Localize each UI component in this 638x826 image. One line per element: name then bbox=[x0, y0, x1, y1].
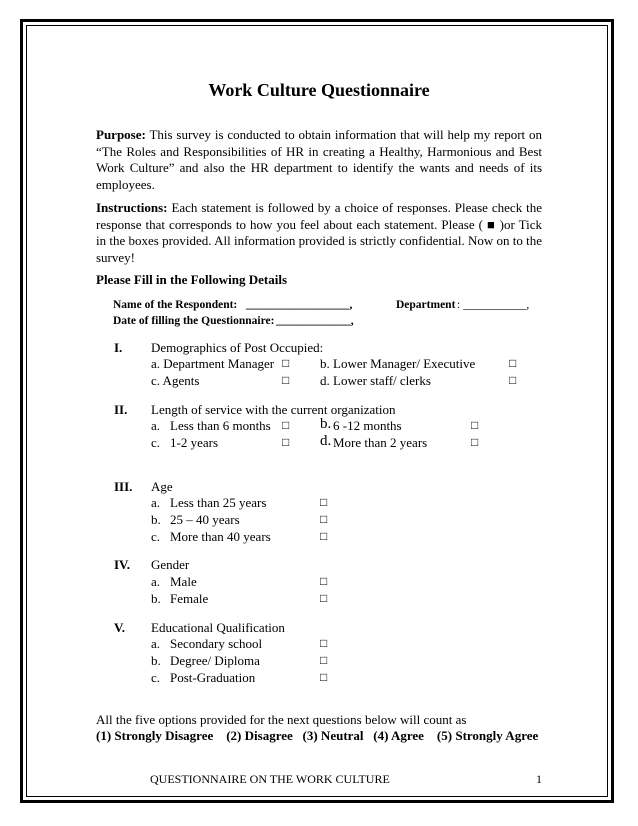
checkbox[interactable]: □ bbox=[320, 529, 328, 543]
rating-scale: (1) Strongly Disagree (2) Disagree (3) Neutral (4) Agree (5) Strongly Agree bbox=[96, 728, 539, 743]
checkbox[interactable]: □ bbox=[320, 670, 328, 684]
option-label: Male bbox=[170, 574, 197, 589]
checkbox[interactable]: □ bbox=[471, 418, 479, 432]
checkbox[interactable]: □ bbox=[320, 495, 328, 509]
option-label: 1-2 years bbox=[170, 435, 219, 450]
purpose-label: Purpose: bbox=[96, 127, 146, 142]
checkbox[interactable]: □ bbox=[282, 356, 290, 370]
option-letter: a. bbox=[151, 636, 161, 651]
details-heading: Please Fill in the Following Details bbox=[96, 272, 288, 287]
option-label: More than 2 years bbox=[333, 435, 428, 450]
instructions-label: Instructions: bbox=[96, 200, 168, 215]
respondent-name-label: Name of the Respondent: bbox=[113, 299, 238, 311]
checkbox[interactable]: □ bbox=[282, 373, 290, 387]
option-label: 25 – 40 years bbox=[170, 512, 240, 527]
document-title: Work Culture Questionnaire bbox=[208, 80, 430, 100]
option-letter: d. bbox=[320, 433, 332, 449]
option-label: Less than 25 years bbox=[170, 495, 267, 510]
option-label: Secondary school bbox=[170, 636, 263, 651]
instructions-text: Each statement is followed by a choice of responses. Please check the response that corresponds to how you feel about each statement. Please ( ■ )or Tick in the boxes provided. All information provided is strictly confidential. Now on to the survey! bbox=[96, 200, 542, 265]
option-label: c. Agents bbox=[151, 373, 200, 388]
checkbox[interactable]: □ bbox=[282, 435, 290, 449]
option-label: Female bbox=[170, 591, 209, 606]
checkbox[interactable]: □ bbox=[320, 574, 328, 588]
option-label: Less than 6 months bbox=[170, 418, 271, 433]
checkbox[interactable]: □ bbox=[471, 435, 479, 449]
option-letter: a. bbox=[151, 418, 161, 433]
option-letter: c. bbox=[151, 529, 161, 544]
checkbox[interactable]: □ bbox=[320, 653, 328, 667]
section-number: I. bbox=[114, 340, 123, 355]
department-field[interactable]: : ___________, bbox=[457, 299, 530, 311]
checkbox[interactable]: □ bbox=[320, 591, 328, 605]
footer-text: QUESTIONNAIRE ON THE WORK CULTURE bbox=[150, 772, 390, 786]
section-heading: Age bbox=[151, 479, 173, 494]
option-label: b. Lower Manager/ Executive bbox=[320, 356, 476, 371]
option-letter: b. bbox=[320, 416, 332, 432]
section-heading: Length of service with the current organization bbox=[151, 402, 396, 417]
page-number: 1 bbox=[536, 772, 542, 786]
option-letter: c. bbox=[151, 435, 161, 450]
purpose-text: This survey is conducted to obtain information that will help my report on “The Roles and Responsibilities of HR in creating a Healthy, Harmonious and Best Work Culture” and also the HR department to identify the wants and needs of its employees. bbox=[96, 127, 542, 192]
option-letter: a. bbox=[151, 574, 161, 589]
option-label: 6 -12 months bbox=[333, 418, 402, 433]
option-letter: b. bbox=[151, 512, 161, 527]
option-letter: b. bbox=[151, 653, 161, 668]
checkbox[interactable]: □ bbox=[282, 418, 290, 432]
option-label: d. Lower staff/ clerks bbox=[320, 373, 431, 388]
option-label: Degree/ Diploma bbox=[170, 653, 260, 668]
checkbox[interactable]: □ bbox=[509, 373, 517, 387]
option-letter: c. bbox=[151, 670, 161, 685]
option-label: More than 40 years bbox=[170, 529, 271, 544]
department-label: Department bbox=[396, 299, 456, 311]
date-label: Date of filling the Questionnaire: bbox=[113, 315, 275, 327]
option-label: Post-Graduation bbox=[170, 670, 256, 685]
option-letter: a. bbox=[151, 495, 161, 510]
section-number: II. bbox=[114, 402, 128, 417]
checkbox[interactable]: □ bbox=[320, 636, 328, 650]
section-heading: Gender bbox=[151, 557, 190, 572]
purpose-paragraph bbox=[96, 127, 542, 193]
respondent-name-field[interactable]: __________________, bbox=[246, 299, 353, 311]
instructions-paragraph bbox=[96, 200, 542, 266]
section-heading: Educational Qualification bbox=[151, 620, 285, 635]
section-number: IV. bbox=[114, 557, 131, 572]
checkbox[interactable]: □ bbox=[320, 512, 328, 526]
option-letter: b. bbox=[151, 591, 161, 606]
section-heading: Demographics of Post Occupied: bbox=[151, 340, 324, 355]
section-number: V. bbox=[114, 620, 125, 635]
section-number: III. bbox=[114, 479, 133, 494]
date-field[interactable]: _____________, bbox=[276, 315, 354, 327]
option-label: a. Department Manager bbox=[151, 356, 275, 371]
checkbox[interactable]: □ bbox=[509, 356, 517, 370]
scale-intro: All the five options provided for the next questions below will count as bbox=[96, 712, 467, 727]
